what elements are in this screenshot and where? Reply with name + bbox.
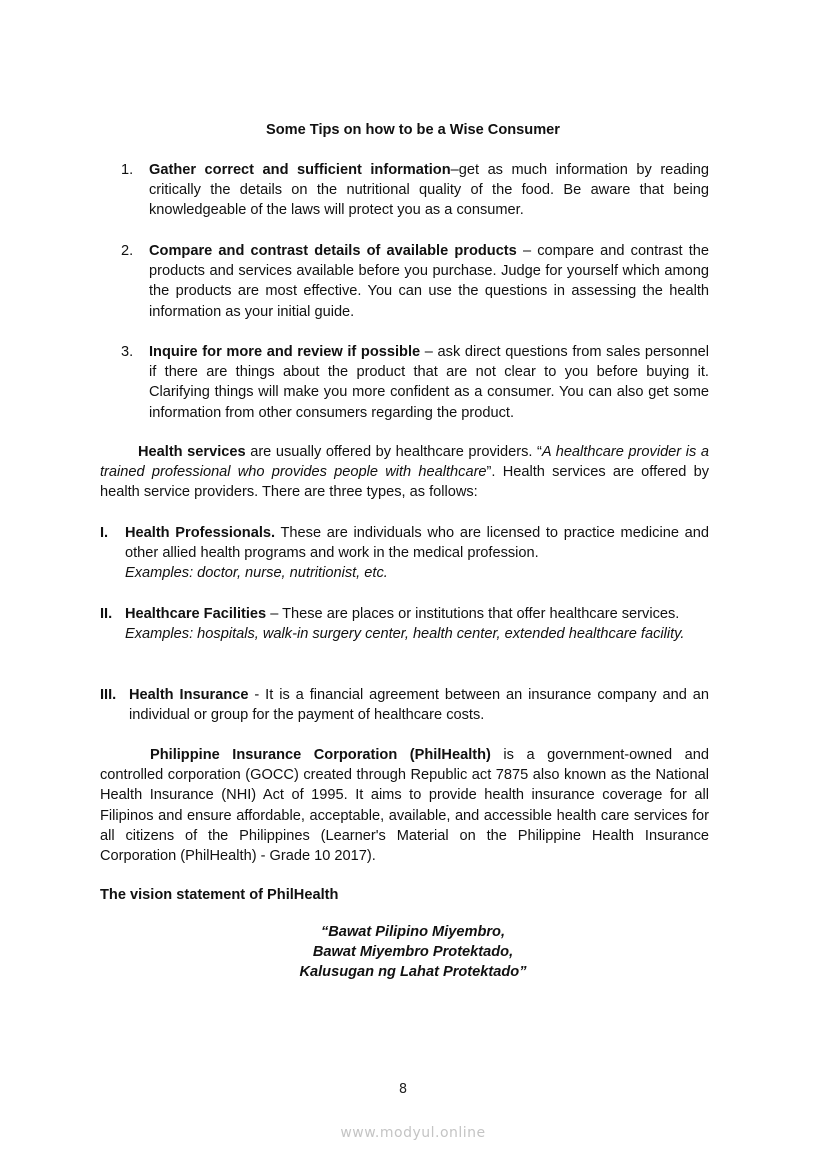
tip-item xyxy=(149,160,709,221)
type-examples: Examples: doctor, nurse, nutritionist, etc. xyxy=(125,565,388,582)
tip-body: compare and contrast the products and services available before you purchase. Judge for yourself which among the products are most effective. You can use the questions in assessing the health information as your initial guide. xyxy=(149,243,709,320)
tip-body: get as much information by reading critically the details on the nutritional quality of the food. Be aware that being knowledgeable of the laws will protect you as a consumer. xyxy=(149,162,709,219)
type-body: – These are places or institutions that offer healthcare services. xyxy=(266,606,680,622)
type-item xyxy=(129,685,709,725)
philhealth-paragraph xyxy=(100,745,709,866)
provider-definition-quote: A healthcare provider is a trained professional who provides people with healthcare xyxy=(100,444,709,481)
health-services-text: ”. Health services are offered by health service providers. There are three types, as follows: xyxy=(100,464,709,501)
page-number: 8 xyxy=(398,1082,408,1097)
type-item xyxy=(125,604,709,644)
health-services-text: are usually offered by healthcare providers. “ xyxy=(245,444,542,460)
tip-heading: Compare and contrast details of available products xyxy=(149,243,517,259)
health-services-paragraph xyxy=(100,442,709,503)
type-heading: Health Professionals. xyxy=(125,525,276,541)
type-body: - It is a financial agreement between an insurance company and an individual or group for the payment of healthcare costs. xyxy=(129,687,709,724)
tip-number: 2. xyxy=(121,243,134,259)
type-heading: Health Insurance xyxy=(129,687,249,703)
watermark: www.modyul.online xyxy=(340,1125,486,1141)
tip-item xyxy=(149,342,709,423)
type-body: These are individuals who are licensed to practice medicine and other allied health programs and work in the medical profession. xyxy=(125,525,709,562)
vision-line: “Bawat Pilipino Miyembro, xyxy=(320,924,506,940)
tip-separator: – xyxy=(420,344,438,360)
vision-line: Kalusugan ng Lahat Protektado” xyxy=(299,964,527,981)
type-numeral: II. xyxy=(100,606,113,622)
tip-separator: – xyxy=(450,162,459,178)
section-title: Some Tips on how to be a Wise Consumer xyxy=(266,122,560,138)
health-services-lead: Health services xyxy=(138,444,246,460)
vision-heading: The vision statement of PhilHealth xyxy=(100,887,339,903)
tip-heading: Gather correct and sufficient information xyxy=(149,162,451,178)
philhealth-text: is a government-owned and controlled corporation (GOCC) created through Republic act 7875 also known as the National Health Insurance (NHI) Act of 1995. It aims to provide health insurance coverage for all Filipinos and ensure affordable, acceptable, available, and accessible health care services for all citizens of the Philippines (Learner's Material on the Philippine Health Insurance Corporation (PhilHealth) - Grade 10 2017). xyxy=(100,747,709,865)
type-item xyxy=(125,523,709,584)
type-examples: Examples: hospitals, walk-in surgery center, health center, extended healthcare facility. xyxy=(125,626,685,643)
type-heading: Healthcare Facilities xyxy=(125,606,267,622)
tip-separator: – xyxy=(516,243,538,259)
tip-number: 3. xyxy=(121,344,134,360)
vision-line: Bawat Miyembro Protektado, xyxy=(312,944,514,961)
philhealth-lead: Philippine Insurance Corporation (PhilHealth) xyxy=(150,747,491,763)
tip-number: 1. xyxy=(121,162,134,178)
tip-item xyxy=(149,241,709,322)
type-numeral: III. xyxy=(100,687,117,703)
vision-statement xyxy=(0,922,826,983)
tip-heading: Inquire for more and review if possible xyxy=(149,344,421,360)
type-numeral: I. xyxy=(100,525,109,541)
tip-body: ask direct questions from sales personnel if there are things about the product that are not clear to you before buying it. Clarifying things will make you more confident as a consumer. You can also get some information from other consumers regarding the product. xyxy=(149,344,709,421)
